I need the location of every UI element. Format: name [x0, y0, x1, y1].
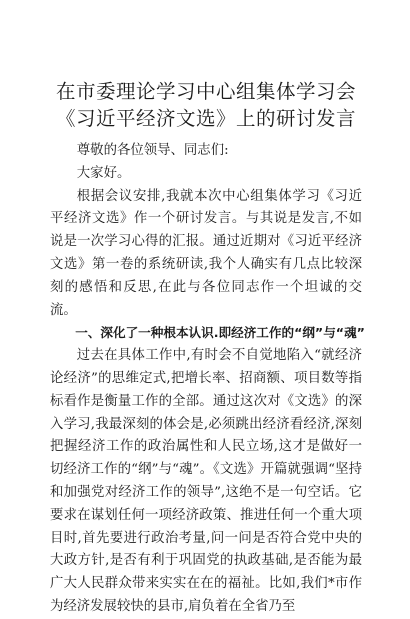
section-heading-1: 一、深化了一种根本认识.即经济工作的“纲”与“魂”: [75, 325, 365, 341]
greeting: 大家好。: [76, 165, 131, 181]
salutation: 尊敬的各位领导、同志们:: [76, 143, 229, 158]
intro-paragraph: 根据会议安排,我就本次中心组集体学习《习近平经济文选》作一个研讨发言。与其说是发言,不如说是一次学习心得的汇报。通过近期对《习近平经济文选》第一卷的系统研读,我个人确实有几点比较深刻的感悟和反思,在此与各位同志作一个坦诚的交流。: [50, 188, 362, 318]
document-title: 在市委理论学习中心组集体学习会《习近平经济文选》上的研讨发言: [55, 80, 356, 130]
section-1-paragraph: 过去在具体工作中,有时会不自觉地陷入“就经济论经济”的思维定式,把增长率、招商额、项目数等指标看作是衡量工作的全部。通过这次对《文选》的深入学习,我最深刻的体会是,必须跳出经济看经济,深刻把握经济工作的政治属性和人民立场,这才是做好一切经济工作的“纲”与“魂”。《文选》开篇就强调“坚持和加强党对经济工作的领导”,这绝不是一句空话。它要求在谋划任何一项经济政策、推进任何一个重大项目时,首先要进行政治考量,问一问是否符合党中央的大政方针,是否有利于巩固党的执政基础,是否能为最广大人民群众带来实实在在的福祉。比如,我们*市作为经济发展较快的县市,肩负着在全省乃至: [50, 348, 362, 614]
